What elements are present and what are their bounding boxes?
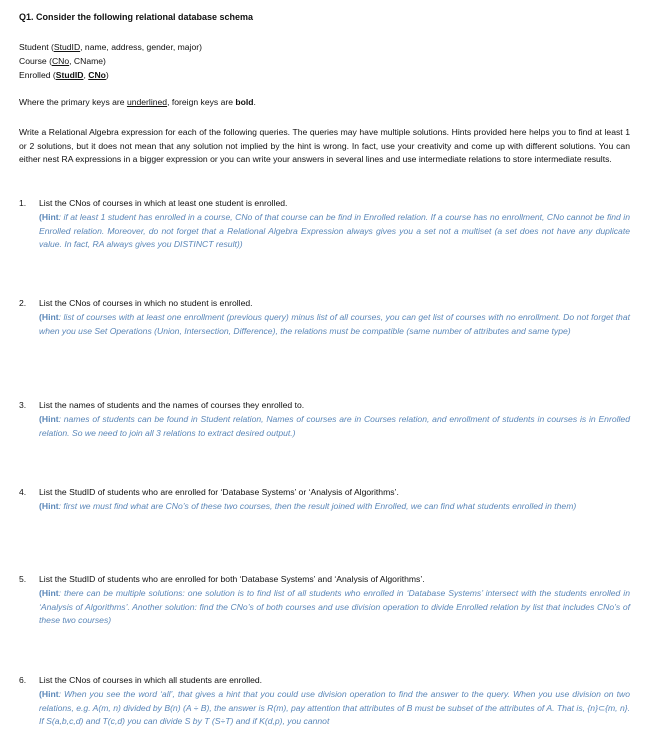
schema-student-rest: , name, address, gender, major) (80, 42, 202, 52)
question-5-text: List the StudID of students who are enrolled for both ‘Database Systems’ and ‘Analysis of Algorithms’. (39, 574, 425, 584)
schema-student (19, 42, 202, 52)
question-1-hint-text: : if at least 1 student has enrolled in a course, CNo of that course can be find in Enrolled relation. If a course has no enrollment, CNo cannot be find in Enrolled relation. Moreover, do not forget that a Relational Algebra Expression always gives you a set not a multiset (a set does not have any duplicate value. In fact, RA always gives you DISTINCT result)) (39, 212, 630, 249)
question-2-text: List the CNos of courses in which no student is enrolled. (39, 298, 253, 308)
question-title: Q1. Consider the following relational database schema (19, 12, 254, 22)
schema-enrolled-key1: StudID (55, 70, 84, 80)
schema-enrolled-end: ) (105, 70, 109, 80)
keys-note (19, 97, 256, 107)
question-2-number: 2. (19, 298, 27, 308)
keys-note-mid: , foreign keys are (167, 97, 236, 107)
question-2-hint (39, 311, 630, 338)
keys-note-end: . (253, 97, 256, 107)
question-5-hint-text: : there can be multiple solutions: one solution is to find list of all students who enrolled in ‘Database Systems’ intersect with the students enrolled in ‘Analysis of Algorithms’. Another solution: find the CNo’s of both courses and use division operation to divide Enrolled relation by list that includes CNo’s of these two courses) (39, 588, 630, 625)
question-2-hint-label: (Hint (39, 312, 59, 322)
question-3-hint-label: (Hint (39, 414, 59, 424)
schema-course (19, 56, 106, 66)
instructions-paragraph: Write a Relational Algebra expression for each of the following queries. The queries may have multiple solutions. Hints provided here helps you to find at least 1 or 2 solutions, but it does not mean that any solution not implied by the hint is wrong. In fact, use your creativity and come up with different solutions. You can either nest RA expressions in a bigger expression or you can write your answers in several lines and use intermediate relations to store intermediate results. (19, 127, 630, 165)
question-3-hint-text: : names of students can be found in Student relation, Names of courses are in Courses relation, and enrollment of students in courses is in Enrolled relation. So we need to join all 3 relations to extract desired output.) (39, 414, 630, 438)
question-4-number: 4. (19, 487, 27, 497)
schema-course-rest: , CName) (69, 56, 106, 66)
question-5-number: 5. (19, 574, 27, 584)
keys-note-pre: Where the primary keys are (19, 97, 127, 107)
question-1-text: List the CNos of courses in which at least one student is enrolled. (39, 198, 288, 208)
schema-enrolled-sep: , (83, 70, 89, 80)
question-4-hint-text: : first we must find what are CNo’s of these two courses, then the result joined with Enrolled, we can find what students enrolled in them) (58, 501, 577, 511)
question-6-text: List the CNos of courses in which all students are enrolled. (39, 675, 263, 685)
keys-note-underlined: underlined (126, 97, 168, 107)
question-3-number: 3. (19, 400, 27, 410)
question-3-hint (39, 413, 630, 440)
question-1-hint-label: (Hint (39, 212, 59, 222)
question-2-hint-text: : list of courses with at least one enrollment (previous query) minus list of all courses, you can get list of courses with no enrollment. Do not forget that when you use Set Operations (Union, Intersection, Difference), the relations must be compatible (same number of attributes and same type) (39, 312, 630, 336)
schema-course-name: Course ( (19, 56, 52, 66)
question-6-hint-text: : When you see the word ‘all’, that gives a hint that you could use division operation to find the answer to the query. When you use division on two relations, e.g. A(m, n) divided by B(n) (A ÷ B), the answer is R(m), pay attention that attributes of B must be subset of the attributes of A. That is, {n}⊂{m, n}. If S(a,b,c,d) and T(c,d) you can divide S by T (S÷T) and if K(d,p), you cannot (39, 689, 630, 726)
schema-enrolled (19, 70, 109, 80)
schema-student-name: Student ( (19, 42, 54, 52)
question-4-text: List the StudID of students who are enrolled for ‘Database Systems’ or ‘Analysis of Algorithms’. (39, 487, 399, 497)
schema-enrolled-key2: CNo (88, 70, 106, 80)
question-1-hint (39, 211, 630, 252)
schema-course-key: CNo (51, 56, 70, 66)
schema-enrolled-name: Enrolled ( (19, 70, 56, 80)
question-5-hint (39, 587, 630, 628)
keys-note-bold: bold (235, 97, 254, 107)
question-1-number: 1. (19, 198, 27, 208)
schema-student-key: StudID (53, 42, 81, 52)
question-5-hint-label: (Hint (39, 588, 59, 598)
question-6-hint-label: (Hint (39, 689, 59, 699)
question-4-hint-label: (Hint (39, 501, 59, 511)
question-6-hint (39, 688, 630, 729)
question-4-hint (39, 500, 630, 514)
question-3-text: List the names of students and the names of courses they enrolled to. (39, 400, 305, 410)
question-6-number: 6. (19, 675, 27, 685)
